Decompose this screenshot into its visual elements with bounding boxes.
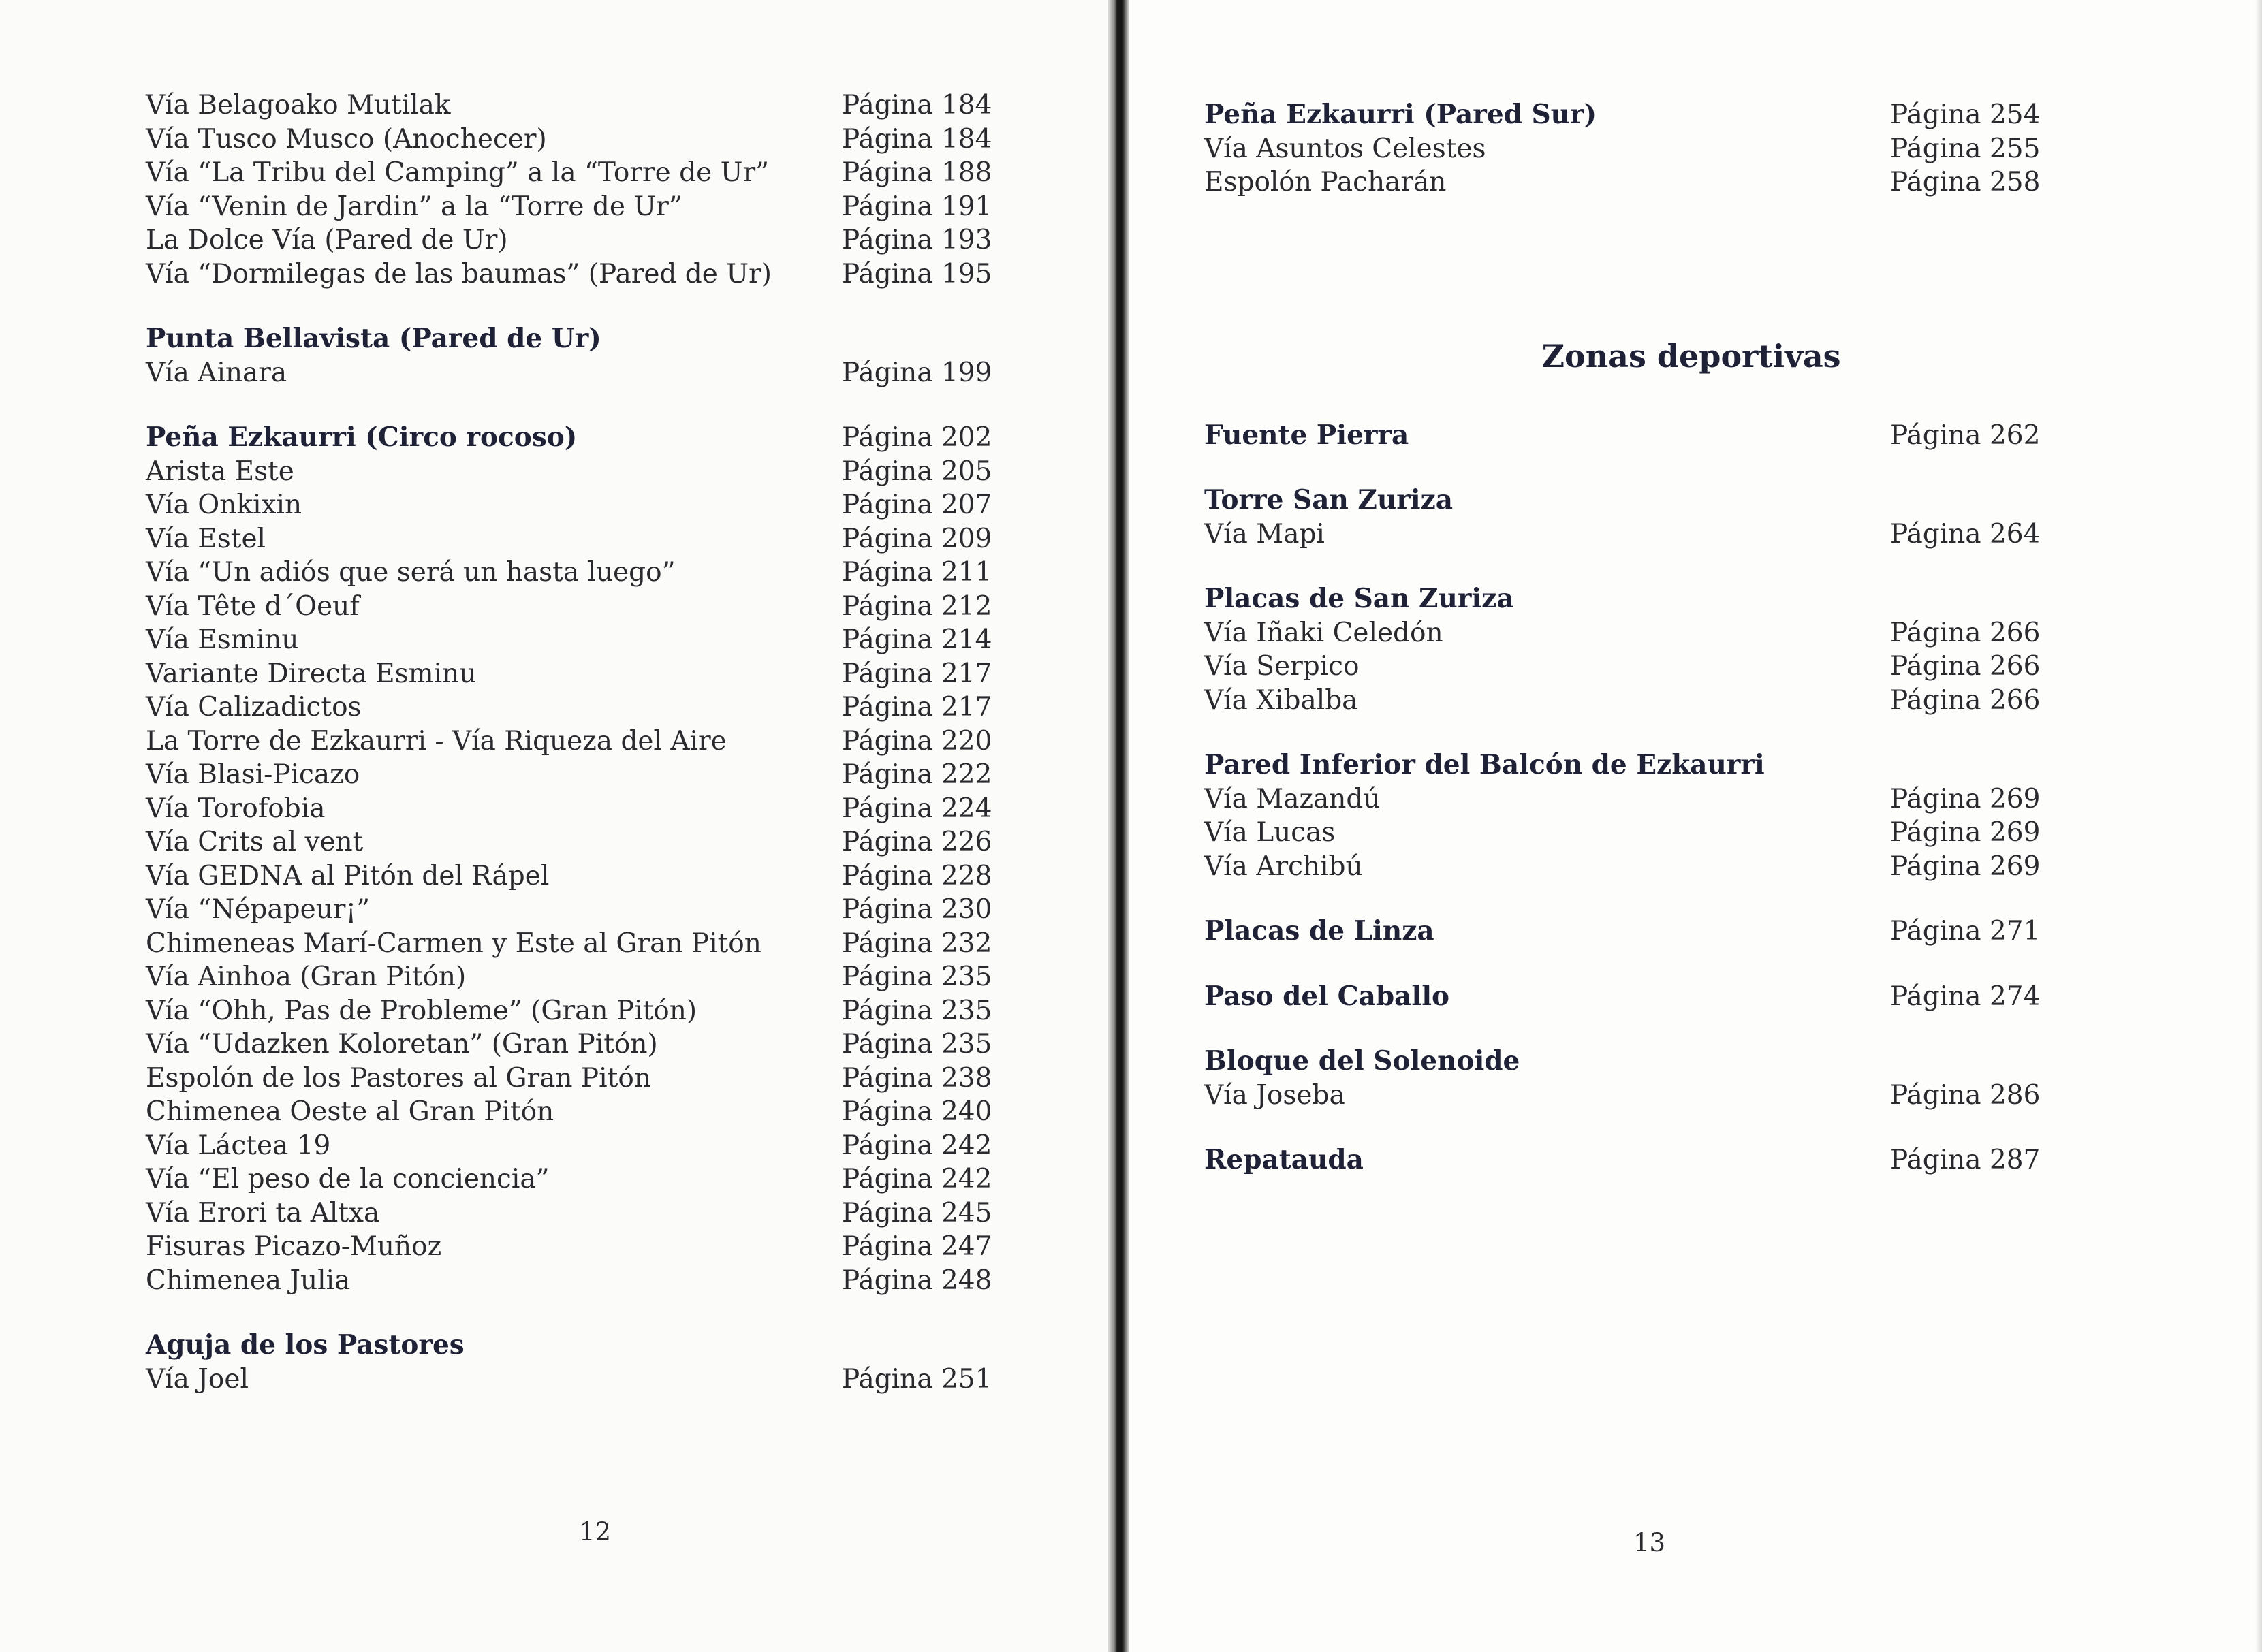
toc-entry-page: Página 247 (842, 1231, 992, 1262)
toc-section-entry (1204, 483, 2076, 518)
toc-entry-page: Página 271 (1890, 916, 2041, 947)
toc-entry-title: Vía “Dormilegas de las baumas” (Pared de Ur) (146, 258, 772, 289)
toc-entry-page: Página 251 (842, 1363, 992, 1395)
toc-entry-page: Página 258 (1890, 167, 2041, 197)
toc-entry-page: Página 245 (842, 1197, 992, 1228)
toc-section-entry (1204, 915, 2076, 949)
toc-entry (146, 859, 1004, 893)
toc-entry (146, 123, 1004, 157)
toc-entry-title: Vía Belagoako Mutilak (146, 90, 451, 121)
toc-entry (146, 893, 1004, 927)
toc-entry (1204, 816, 2076, 850)
toc-entry (1204, 518, 2076, 552)
toc-entry (146, 725, 1004, 759)
book-gutter (1108, 0, 1129, 1652)
toc-entry (146, 690, 1004, 725)
toc-entry (1204, 782, 2076, 816)
toc-entry (146, 257, 1004, 291)
toc-entry (146, 190, 1004, 224)
toc-entry (146, 825, 1004, 859)
toc-entry-page: Página 224 (842, 793, 992, 824)
toc-entry (1204, 850, 2076, 884)
toc-entry-title: Vía Mapi (1204, 518, 1325, 550)
section-heading: Zonas deportivas (1541, 337, 1841, 375)
toc-entry (1204, 684, 2076, 718)
page-number: 13 (1633, 1528, 1666, 1557)
toc-spacer (146, 1297, 1004, 1329)
toc-entry (146, 223, 1004, 257)
toc-entry-title: Vía “Ohh, Pas de Probleme” (Gran Pitón) (146, 995, 697, 1026)
toc-entry-title: La Dolce Vía (Pared de Ur) (146, 225, 508, 255)
toc-entry (146, 927, 1004, 961)
toc-entry-page: Página 235 (842, 1029, 992, 1060)
toc-entry-title: Vía GEDNA al Pitón del Rápel (146, 860, 550, 891)
toc-entry-page: Página 191 (842, 191, 992, 222)
page-edge (2255, 0, 2262, 1652)
toc-spacer (1204, 551, 2076, 582)
toc-entry-page: Página 266 (1890, 617, 2041, 648)
toc-entry-title: Vía Crits al vent (146, 827, 364, 857)
toc-entry-title: Paso del Caballo (1204, 980, 1450, 1012)
toc-entry-title: Arista Este (146, 456, 294, 487)
toc-entry-title: Pared Inferior del Balcón de Ezkaurri (1204, 749, 1765, 780)
toc-entry (146, 623, 1004, 657)
right-page (1129, 0, 2262, 1652)
toc-entry-page: Página 266 (1890, 684, 2041, 716)
toc-entry-title: Vía Torofobia (146, 793, 326, 824)
toc-entry-page: Página 220 (842, 725, 992, 757)
toc-entry-title: Vía “Un adiós que será un hasta luego” (146, 557, 676, 588)
toc-entry (146, 960, 1004, 994)
toc-entry-title: Peña Ezkaurri (Circo rocoso) (146, 422, 578, 453)
toc-entry-title: Vía “Udazken Koloretan” (Gran Pitón) (146, 1029, 658, 1060)
toc-entry-title: Vía Ainhoa (Gran Pitón) (146, 962, 467, 992)
toc-entry-title: Torre San Zuriza (1204, 484, 1454, 515)
toc-entry (1204, 132, 2076, 166)
toc-entry-page: Página 254 (1890, 99, 2041, 130)
toc-entry-title: Vía Esminu (146, 624, 299, 655)
toc-entry-title: Punta Bellavista (Pared de Ur) (146, 323, 601, 354)
toc-entry-title: Vía Blasi-Picazo (146, 759, 360, 790)
toc-entry-title: Vía Joel (146, 1363, 249, 1395)
toc-entry-title: Vía “El peso de la conciencia” (146, 1164, 550, 1194)
toc-entry-title: Vía Serpico (1204, 651, 1360, 682)
toc-entry (146, 455, 1004, 489)
toc-entry-title: Chimenea Oeste al Gran Pitón (146, 1096, 554, 1127)
toc-entry-title: Vía Mazandú (1204, 783, 1381, 814)
toc-entry-title: Vía Estel (146, 523, 266, 554)
toc-entry-title: Vía Asuntos Celestes (1204, 133, 1486, 164)
toc-entry-title: Vía Ainara (146, 357, 287, 388)
toc-entry (146, 1129, 1004, 1163)
toc-section-entry (1204, 582, 2076, 616)
toc-entry (146, 522, 1004, 556)
toc-entry (146, 1062, 1004, 1096)
toc-entry-page: Página 232 (842, 927, 992, 959)
toc-entry (1204, 650, 2076, 684)
toc-entry-title: Chimeneas Marí-Carmen y Este al Gran Pitón (146, 927, 761, 959)
toc-entry-page: Página 269 (1890, 783, 2041, 814)
toc-entry-title: Espolón Pacharán (1204, 167, 1447, 197)
toc-section-entry (146, 1329, 1004, 1363)
toc-entry-title: Vía “Venin de Jardin” a la “Torre de Ur” (146, 191, 682, 222)
toc-entry-title: Espolón de los Pastores al Gran Pitón (146, 1062, 651, 1094)
toc-entry (146, 156, 1004, 190)
toc-entry-page: Página 195 (842, 258, 992, 289)
toc-entry (146, 590, 1004, 624)
toc-entry-page: Página 199 (842, 357, 992, 388)
toc-entry-title: Vía Tête d´Oeuf (146, 590, 360, 622)
toc-entry-page: Página 193 (842, 225, 992, 255)
toc-entry-page: Página 262 (1890, 419, 2041, 451)
toc-entry-page: Página 222 (842, 759, 992, 790)
toc-entry-page: Página 240 (842, 1096, 992, 1127)
toc-sport-zones-section (1204, 419, 2076, 1177)
toc-entry (146, 1196, 1004, 1230)
toc-entry-page: Página 214 (842, 624, 992, 655)
toc-entry-title: Vía Tusco Musco (Anochecer) (146, 123, 547, 155)
toc-entry-page: Página 217 (842, 692, 992, 722)
toc-spacer (1204, 1112, 2076, 1143)
toc-spacer (1204, 452, 2076, 483)
toc-entry-page: Página 269 (1890, 851, 2041, 882)
toc-entry (146, 1028, 1004, 1062)
toc-entry-title: Vía “Népapeur¡” (146, 894, 371, 925)
toc-entry-title: Vía Archibú (1204, 851, 1363, 882)
toc-section-entry (1204, 98, 2076, 132)
toc-entry (146, 657, 1004, 691)
toc-entry-page: Página 230 (842, 894, 992, 925)
toc-entry-title: Aguja de los Pastores (146, 1329, 465, 1361)
right-table-of-contents (1204, 98, 2076, 1177)
toc-entry-page: Página 184 (842, 123, 992, 155)
toc-section-entry (146, 421, 1004, 455)
toc-entry-title: Fuente Pierra (1204, 419, 1409, 451)
toc-entry (146, 1264, 1004, 1298)
toc-entry (146, 1162, 1004, 1196)
toc-entry-title: Vía Calizadictos (146, 692, 362, 722)
toc-entry-page: Página 205 (842, 456, 992, 487)
toc-entry (146, 758, 1004, 792)
toc-entry-page: Página 188 (842, 157, 992, 188)
toc-entry (146, 89, 1004, 123)
toc-spacer (1204, 883, 2076, 915)
toc-entry-page: Página 242 (842, 1164, 992, 1194)
toc-entry (1204, 165, 2076, 200)
toc-entry-page: Página 226 (842, 827, 992, 857)
toc-entry-page: Página 269 (1890, 817, 2041, 848)
toc-entry-title: La Torre de Ezkaurri - Vía Riqueza del Aire (146, 725, 727, 757)
toc-entry-title: Vía Láctea 19 (146, 1130, 331, 1161)
toc-entry-title: Chimenea Julia (146, 1265, 351, 1296)
toc-continued-section (1204, 98, 2076, 200)
toc-entry (146, 994, 1004, 1028)
toc-entry-title: Bloque del Solenoide (1204, 1045, 1520, 1077)
toc-spacer (146, 291, 1004, 322)
toc-entry-title: Vía Lucas (1204, 817, 1336, 848)
toc-entry-title: Vía Xibalba (1204, 684, 1358, 716)
left-page (0, 0, 1114, 1652)
toc-entry-page: Página 274 (1890, 981, 2041, 1012)
toc-entry-title: Fisuras Picazo-Muñoz (146, 1231, 442, 1262)
toc-entry-page: Página 228 (842, 860, 992, 891)
toc-spacer (146, 390, 1004, 421)
toc-section-entry (1204, 1045, 2076, 1079)
toc-entry (146, 356, 1004, 390)
toc-entry (146, 1363, 1004, 1397)
toc-entry-page: Página 212 (842, 590, 992, 622)
page-number: 12 (579, 1517, 612, 1546)
toc-entry-title: Vía Joseba (1204, 1079, 1345, 1111)
toc-entry-title: Placas de San Zuriza (1204, 583, 1514, 614)
toc-entry-title: Vía Onkixin (146, 490, 302, 520)
toc-entry-page: Página 266 (1890, 651, 2041, 682)
toc-entry-title: Vía “La Tribu del Camping” a la “Torre de Ur” (146, 157, 770, 188)
toc-entry (1204, 1079, 2076, 1113)
toc-entry-title: Vía Erori ta Altxa (146, 1197, 380, 1228)
toc-entry-page: Página 248 (842, 1265, 992, 1296)
toc-entry-page: Página 235 (842, 995, 992, 1026)
left-table-of-contents (146, 89, 1004, 1396)
toc-entry-title: Repatauda (1204, 1144, 1364, 1175)
toc-entry (146, 1230, 1004, 1264)
toc-spacer (1204, 949, 2076, 980)
toc-section-entry (1204, 419, 2076, 453)
toc-entry (146, 556, 1004, 590)
toc-entry-page: Página 238 (842, 1062, 992, 1094)
toc-entry-title: Placas de Linza (1204, 915, 1434, 947)
toc-entry-title: Peña Ezkaurri (Pared Sur) (1204, 99, 1597, 130)
toc-entry (146, 1095, 1004, 1129)
toc-entry-page: Página 242 (842, 1130, 992, 1161)
toc-section-entry (1204, 748, 2076, 782)
toc-entry (146, 488, 1004, 522)
toc-section-entry (146, 322, 1004, 356)
toc-entry-page: Página 209 (842, 523, 992, 554)
toc-entry-page: Página 217 (842, 658, 992, 689)
toc-entry-page: Página 235 (842, 962, 992, 992)
toc-section-entry (1204, 980, 2076, 1014)
toc-entry-title: Vía Iñaki Celedón (1204, 617, 1443, 648)
toc-entry (146, 792, 1004, 826)
toc-entry-page: Página 207 (842, 490, 992, 520)
toc-entry-page: Página 255 (1890, 133, 2041, 164)
toc-spacer (1204, 1013, 2076, 1045)
toc-entry-page: Página 264 (1890, 518, 2041, 550)
toc-entry-page: Página 287 (1890, 1145, 2041, 1175)
toc-entry-page: Página 211 (842, 557, 992, 588)
toc-section-entry (1204, 1143, 2076, 1177)
toc-entry-page: Página 184 (842, 90, 992, 121)
toc-entry-page: Página 202 (842, 422, 992, 453)
toc-entry (1204, 616, 2076, 650)
toc-entry-page: Página 286 (1890, 1079, 2041, 1111)
toc-spacer (1204, 717, 2076, 748)
toc-entry-title: Variante Directa Esminu (146, 658, 477, 689)
